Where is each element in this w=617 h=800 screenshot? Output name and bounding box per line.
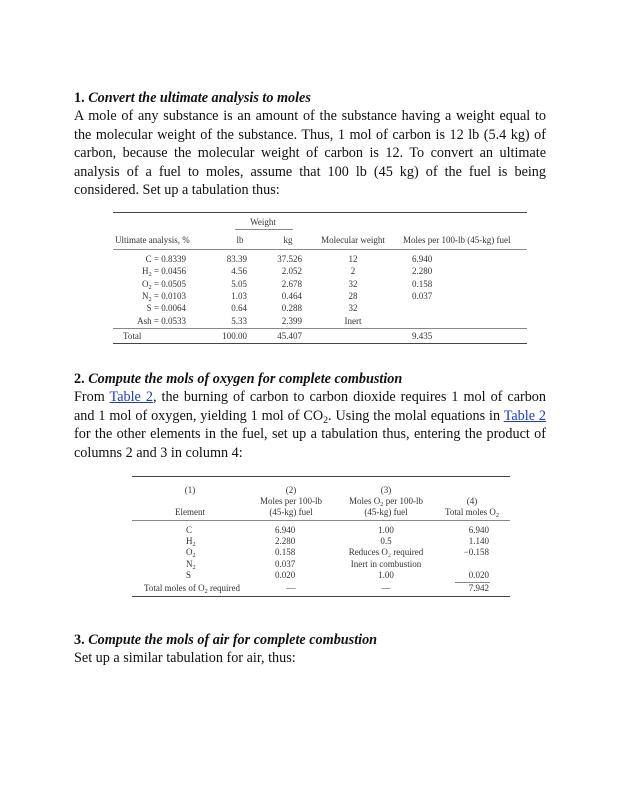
- table-1-header-lb: lb: [236, 235, 244, 245]
- table-1-row-moles: 6.940: [412, 254, 433, 264]
- table-2-row-total: 1.140: [468, 536, 489, 547]
- section-2-title: Compute the mols of oxygen for complete combustion: [88, 371, 403, 387]
- table-1-row-lb: 1.03: [231, 290, 247, 301]
- table-1-row-kg: 2.678: [281, 278, 302, 289]
- section-1-title: Convert the ultimate analysis to moles: [88, 90, 311, 106]
- table-1-row-lb: 83.39: [226, 254, 247, 264]
- table-2-total-moles: —: [286, 583, 296, 593]
- table-1-total-moles: 9.435: [412, 331, 433, 341]
- table-1-row-analysis: C = 0.8339: [145, 254, 186, 264]
- table-1-total-kg: 45.407: [277, 331, 302, 341]
- table-2-row-element: $O_2$: [186, 547, 196, 560]
- table-2-row-element: $H_2$: [186, 536, 196, 549]
- table-1-row-molecular-weight: 32: [348, 303, 358, 314]
- table-1-row-molecular-weight: 12: [348, 254, 358, 264]
- table-1-header-molecular-weight: Molecular weight: [321, 235, 385, 245]
- table-1-weight-group-header: Weight: [250, 217, 276, 227]
- table-1-header-analysis: Ultimate analysis, %: [115, 235, 190, 245]
- oxygen-requirement-table: [132, 475, 510, 600]
- table-2-header-rule: [132, 520, 510, 521]
- table-2-row-element: $N_2$: [186, 558, 196, 571]
- table-2-row-moles: 0.020: [275, 569, 296, 580]
- table-2-header-total: Total moles $O_2$: [444, 507, 500, 519]
- table-2-header-o2-line1: Moles $O_2$ per 100-lb: [349, 496, 423, 508]
- table-2-row-element: S: [186, 569, 192, 580]
- section-2-paragraph: [74, 388, 546, 462]
- section-1-number: 1.: [74, 90, 85, 106]
- table-2-total-value: 7.942: [468, 583, 489, 593]
- table-1-row-kg: 37.526: [277, 254, 302, 264]
- table-2-col-2-number: (2): [285, 485, 297, 495]
- table-1-row-kg: 2.399: [281, 315, 302, 326]
- table-1-row-kg: 0.464: [281, 290, 302, 301]
- table-2-top-rule: [132, 476, 510, 477]
- table-2-row-o2-per-mole: Reduces O₂ required: [348, 547, 424, 558]
- table-1-row-molecular-weight: 32: [348, 278, 358, 289]
- table-1-total-rule: [113, 328, 527, 329]
- table-1-row-lb: 5.05: [231, 278, 247, 289]
- table-2-col-3-number: (3): [380, 485, 392, 495]
- table-2-link[interactable]: Table 2: [109, 389, 153, 405]
- table-1-row-molecular-weight: Inert: [344, 315, 362, 326]
- table-2-row-o2-per-mole: 0.5: [380, 536, 392, 547]
- table-1-total-label: Total: [123, 331, 142, 341]
- section-3-number: 3.: [74, 632, 85, 648]
- table-1-weight-rule: [235, 229, 293, 230]
- table-1-row-molecular-weight: 2: [350, 266, 356, 277]
- table-2-row-moles: 6.940: [275, 525, 296, 535]
- section-1-heading: [74, 89, 546, 108]
- table-2-total-label: Total moles of $O_2$ required: [144, 583, 240, 595]
- table-1-header-kg: kg: [283, 235, 293, 245]
- table-2-row-moles: 0.158: [275, 547, 296, 558]
- table-2-row-moles: 0.037: [275, 558, 296, 569]
- table-2-row-total: 6.940: [468, 525, 489, 535]
- table-1-row-analysis: $H_2 = 0.0456$: [142, 266, 186, 279]
- section-1-paragraph: A mole of any substance is an amount of the substance having a weight equal to the molecular weight of the substance. Thus, 1 mol of carbon is 12 lb (5.4 kg) of carbon, because the molecular weight of carbon is 12. To convert an ultimate analysis of a fuel to moles, assume that 100 lb (45 kg) of the fuel is being considered. Set up a tabulation thus:: [74, 108, 546, 199]
- table-2-link-second[interactable]: Table 2: [503, 407, 546, 424]
- section-2-text-end: for the other elements in the fuel, set up a tabulation thus, entering the product of columns 2 and 3 in column 4:: [74, 426, 546, 461]
- table-1-row-kg: 2.052: [281, 266, 302, 277]
- table-2-header-moles-line2: (45-kg) fuel: [269, 507, 313, 517]
- table-1-header-moles: Moles per 100-lb (45-kg) fuel: [403, 235, 511, 245]
- table-2-col-4-number: (4): [466, 496, 478, 506]
- ultimate-analysis-table: [113, 211, 527, 366]
- table-1-bottom-rule: [113, 343, 527, 344]
- section-2-text-mid2: . Using the molal equations in: [328, 407, 504, 424]
- table-1-top-rule: [113, 212, 527, 213]
- table-2-total-o2: —: [381, 583, 391, 593]
- section-2-text-mid: , the burning of carbon to carbon dioxide requires 1 mol of carbon and 1 mol of oxygen, yielding 1 mol of CO: [74, 389, 546, 424]
- section-2-text-from: From: [74, 389, 110, 405]
- table-2-row-o2-per-mole: 1.00: [378, 569, 394, 580]
- table-1-row-analysis: S = 0.0064: [146, 303, 186, 314]
- table-1-row-analysis: $N_2 = 0.0103$: [142, 290, 186, 303]
- section-3-heading: [74, 631, 546, 650]
- table-2-header-element: Element: [175, 507, 205, 517]
- table-2-header-o2-line2: (45-kg) fuel: [364, 507, 408, 517]
- section-2-heading: [74, 370, 546, 389]
- table-1-row-moles: 0.037: [412, 290, 433, 301]
- table-1-row-molecular-weight: 28: [348, 290, 358, 301]
- table-1-row-moles: 2.280: [412, 266, 433, 277]
- section-3-paragraph: Set up a similar tabulation for air, thus:: [74, 650, 296, 666]
- table-1-row-lb: 5.33: [231, 315, 247, 326]
- section-3-title: Compute the mols of air for complete combustion: [88, 632, 378, 648]
- table-1-header-rule: [113, 249, 527, 250]
- table-2-row-total: −0.158: [463, 547, 489, 558]
- table-2-row-o2-per-mole: 1.00: [378, 525, 394, 535]
- table-2-bottom-rule: [132, 596, 510, 597]
- section-2-number: 2.: [74, 371, 85, 387]
- table-2-row-moles: 2.280: [275, 536, 296, 547]
- co2-subscript: 2: [323, 414, 329, 426]
- table-1-row-kg: 0.288: [281, 303, 302, 314]
- table-1-total-lb: 100.00: [222, 331, 247, 341]
- table-2-row-total: 0.020: [468, 569, 489, 580]
- table-1-row-lb: 0.64: [231, 303, 247, 314]
- table-1-row-analysis: $O_2 = 0.0505$: [142, 278, 186, 291]
- table-2-col-1-number: (1): [184, 485, 196, 495]
- table-1-row-moles: 0.158: [412, 278, 433, 289]
- table-1-row-lb: 4.56: [231, 266, 247, 277]
- table-2-row-element: C: [186, 525, 193, 535]
- table-2-header-moles-line1: Moles per 100-lb: [260, 496, 322, 506]
- table-2-row-o2-per-mole: Inert in combustion: [350, 558, 422, 569]
- table-1-row-analysis: Ash = 0.0533: [137, 315, 186, 326]
